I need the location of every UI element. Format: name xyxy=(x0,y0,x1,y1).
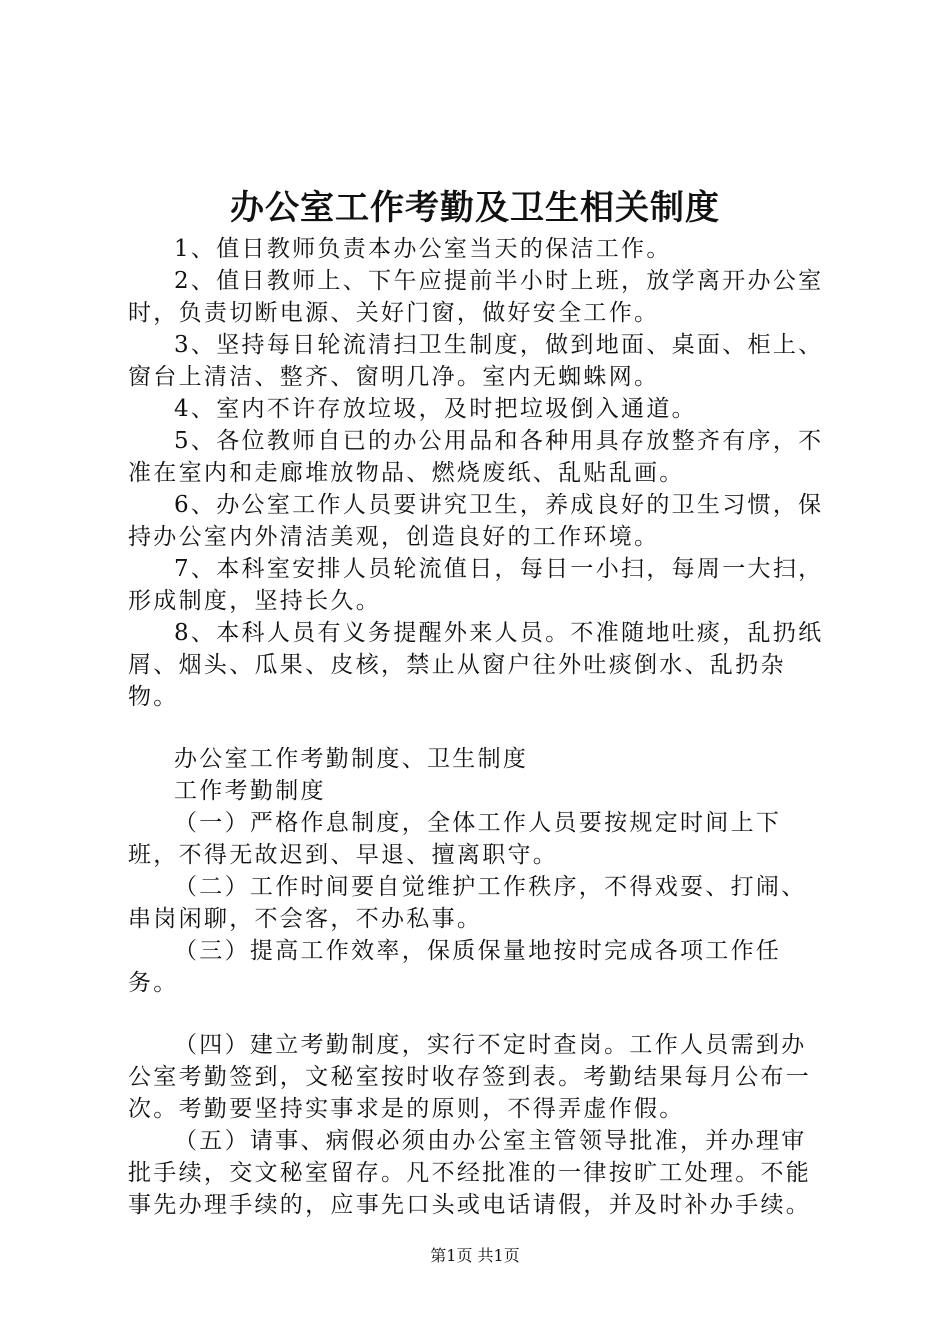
rule-paragraph: 8、本科人员有义务提醒外来人员。不准随地吐痰，乱扔纸屑、烟头、瓜果、皮核，禁止从窗户往外吐痰倒水、乱扔杂物。 xyxy=(128,620,824,710)
rule-paragraph: 3、坚持每日轮流清扫卫生制度，做到地面、桌面、柜上、窗台上清洁、整齐、窗明几净。室内无蜘蛛网。 xyxy=(128,332,824,390)
paragraph-spacer xyxy=(128,999,828,1029)
section-heading: 办公室工作考勤制度、卫生制度 xyxy=(174,746,529,772)
attendance-paragraph: （二）工作时间要自觉维护工作秩序，不得戏耍、打闹、串岗闲聊，不会客，不办私事。 xyxy=(128,874,807,932)
sub-heading: 工作考勤制度 xyxy=(174,778,326,804)
rule-paragraph: 7、本科室安排人员轮流值日，每日一小扫，每周一大扫，形成制度，坚持长久。 xyxy=(128,556,824,614)
document-title: 办公室工作考勤及卫生相关制度 xyxy=(230,188,720,228)
paragraph-spacer xyxy=(128,713,828,743)
attendance-paragraph: （一）严格作息制度，全体工作人员要按规定时间上下班，不得无故迟到、早退、擅离职守。 xyxy=(128,810,782,868)
document-body xyxy=(128,233,828,1221)
rule-paragraph: 1、值日教师负责本办公室当天的保洁工作。 xyxy=(174,236,672,262)
rule-paragraph: 6、办公室工作人员要讲究卫生，养成良好的卫生习惯，保持办公室内外清洁美观，创造良好的工作环境。 xyxy=(128,492,824,550)
attendance-paragraph: （四）建立考勤制度，实行不定时查岗。工作人员需到办公室考勤签到，文秘室按时收存签到表。考勤结果每月公布一次。考勤要坚持实事求是的原则，不得弄虚作假。 xyxy=(128,1032,812,1122)
attendance-paragraph: （三）提高工作效率，保质保量地按时完成各项工作任务。 xyxy=(128,938,782,996)
attendance-paragraph: （五）请事、病假必须由办公室主管领导批准，并办理审批手续，交文秘室留存。凡不经批准的一律按旷工处理。不能事先办理手续的，应事先口头或电话请假，并及时补办手续。 xyxy=(128,1128,812,1218)
page-footer: 第1页 共1页 xyxy=(430,1246,520,1265)
rule-paragraph: 2、值日教师上、下午应提前半小时上班，放学离开办公室时，负责切断电源、关好门窗，做好安全工作。 xyxy=(128,268,824,326)
rule-paragraph: 4、室内不许存放垃圾，及时把垃圾倒入通道。 xyxy=(174,396,697,422)
rule-paragraph: 5、各位教师自已的办公用品和各种用具存放整齐有序，不准在室内和走廊堆放物品、燃烧废纸、乱贴乱画。 xyxy=(128,428,824,486)
